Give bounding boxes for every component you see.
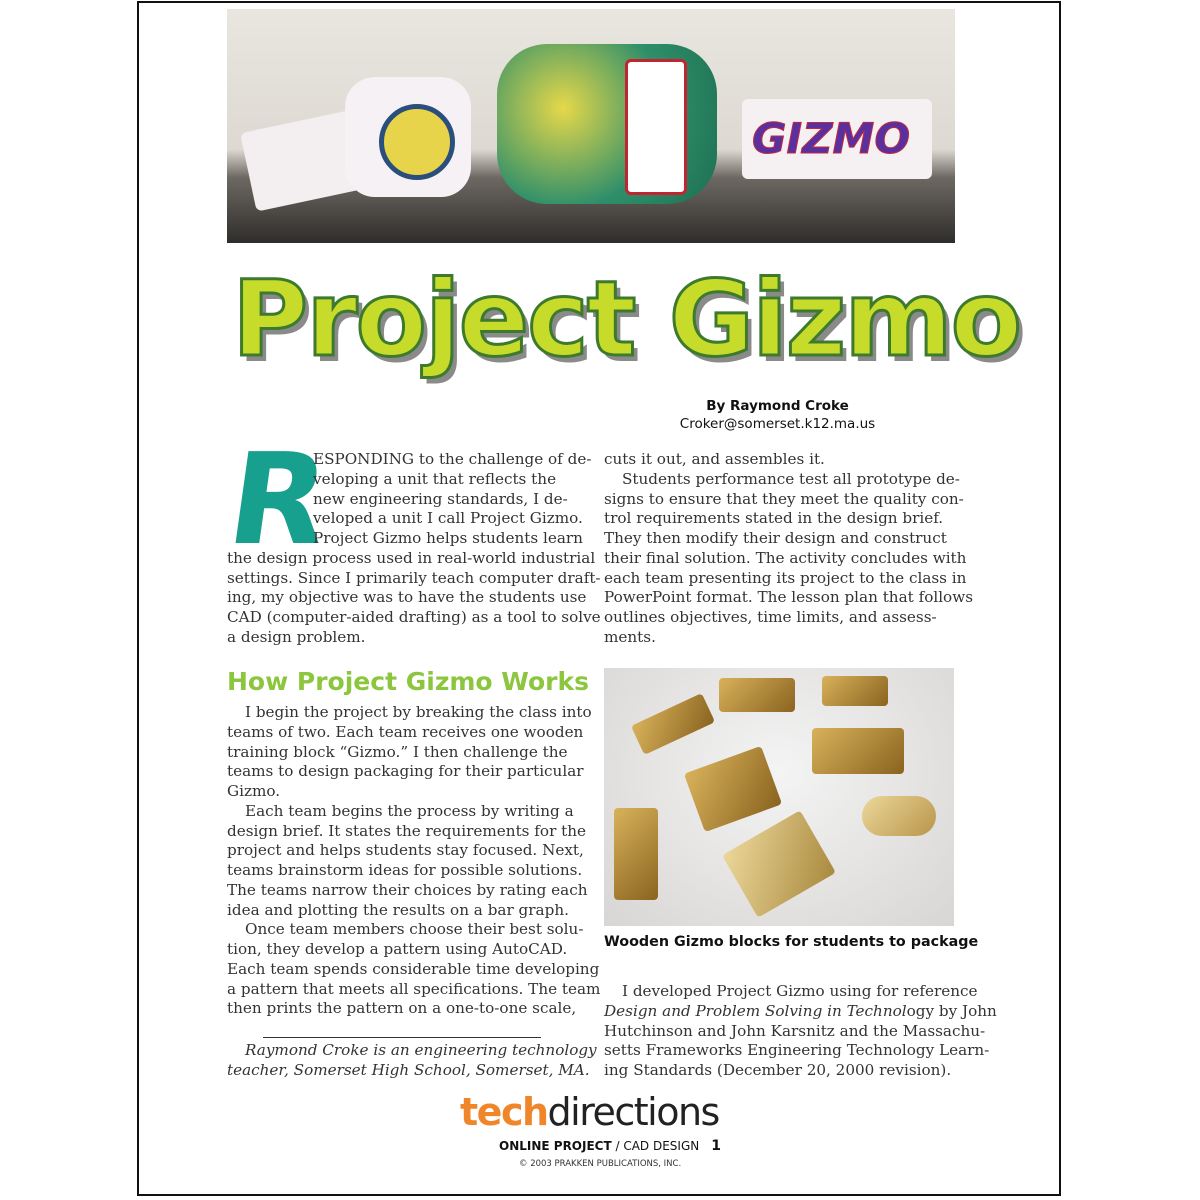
text-line: each team presenting its project to the class in xyxy=(604,568,967,587)
article-title: Project Gizmo xyxy=(232,258,1021,380)
text-line: trol requirements stated in the design brief. xyxy=(604,509,944,528)
text-line: Each team begins the process by writing a xyxy=(245,801,574,820)
text-line: ing, my objective was to have the students use xyxy=(227,588,587,607)
body-text-left xyxy=(227,703,601,1019)
text-line: outlines objectives, time limits, and assess- xyxy=(604,608,937,626)
text-line: cuts it out, and assembles it. xyxy=(604,450,825,468)
text-line: ESPONDING to the challenge of de- xyxy=(313,450,592,468)
author-bio xyxy=(227,1041,597,1081)
text-line: teams brainstorm ideas for possible solutions. xyxy=(227,861,583,879)
text-line: The teams narrow their choices by rating each xyxy=(227,880,588,899)
section-category: / CAD DESIGN xyxy=(611,1139,700,1153)
text-line: Students performance test all prototype de- xyxy=(622,469,960,488)
text-line: tion, they develop a pattern using AutoCAD. xyxy=(227,940,568,958)
text-line: design brief. It states the requirements for the xyxy=(227,821,587,840)
author-byline: By Raymond Croke xyxy=(706,398,849,414)
section-heading: How Project Gizmo Works xyxy=(227,667,589,696)
text-line: ing Standards (December 20, 2000 revision). xyxy=(604,1061,952,1079)
text-line: Design and Problem Solving in Technology by John xyxy=(604,1001,997,1020)
text-line: CAD (computer-aided drafting) as a tool to solve xyxy=(227,608,601,626)
text-line: Project Gizmo helps students learn xyxy=(313,529,583,547)
footer-section xyxy=(499,1138,721,1154)
text-line: ments. xyxy=(604,627,656,646)
text-line: teams of two. Each team receives one wooden xyxy=(227,722,584,741)
text-line: project and helps students stay focused. Next, xyxy=(227,841,584,860)
text-line: veloped a unit I call Project Gizmo. xyxy=(313,509,583,528)
body-text-right xyxy=(604,450,973,648)
text-line: Raymond Croke is an engineering technology xyxy=(245,1041,597,1059)
reference-paragraph xyxy=(604,982,997,1081)
logo-directions: directions xyxy=(547,1090,719,1134)
text-line: signs to ensure that they meet the quality con- xyxy=(604,489,964,508)
text-line: a pattern that meets all specifications. The team xyxy=(227,979,601,998)
text-line: new engineering standards, I de- xyxy=(313,489,568,508)
text-line: training block “Gizmo.” I then challenge the xyxy=(227,742,568,761)
text-line: I developed Project Gizmo using for reference xyxy=(622,982,978,1000)
text-line: idea and plotting the results on a bar graph. xyxy=(227,900,569,919)
text-line: Gizmo. xyxy=(227,782,281,800)
text-line: They then modify their design and construct xyxy=(604,529,947,547)
wooden-blocks-photo xyxy=(604,668,954,926)
text-line: Once team members choose their best solu- xyxy=(245,920,584,939)
text-line: setts Frameworks Engineering Technology Learn- xyxy=(604,1041,990,1060)
copyright: © 2003 PRAKKEN PUBLICATIONS, INC. xyxy=(519,1159,682,1169)
divider xyxy=(263,1037,541,1038)
text-line: a design problem. xyxy=(227,627,366,646)
text-line: I begin the project by breaking the class into xyxy=(245,703,592,721)
text-line: veloping a unit that reflects the xyxy=(313,469,557,488)
section-label: ONLINE PROJECT xyxy=(499,1139,612,1153)
intro-paragraph xyxy=(227,450,601,648)
page-number: 1 xyxy=(711,1138,721,1154)
text-line: teams to design packaging for their particular xyxy=(227,762,584,781)
drop-cap: R xyxy=(219,426,338,573)
techdirections-logo xyxy=(460,1090,719,1134)
gizmo-packaging-photo: GIZMO xyxy=(227,9,955,243)
text-line: PowerPoint format. The lesson plan that follows xyxy=(604,588,973,607)
text-line: settings. Since I primarily teach computer draft- xyxy=(227,568,601,587)
text-line: then prints the pattern on a one-to-one scale, xyxy=(227,999,577,1018)
photo-caption: Wooden Gizmo blocks for students to package xyxy=(604,934,979,950)
text-line: the design process used in real-world industrial xyxy=(227,548,596,567)
text-line: Hutchinson and John Karsnitz and the Massachu- xyxy=(604,1021,986,1040)
text-line: their final solution. The activity concludes with xyxy=(604,548,967,567)
text-line: Each team spends considerable time developing xyxy=(227,959,600,978)
logo-tech: tech xyxy=(460,1090,548,1134)
text-line: teacher, Somerset High School, Somerset, MA. xyxy=(227,1060,590,1079)
author-email: Croker@somerset.k12.ma.us xyxy=(679,416,876,432)
